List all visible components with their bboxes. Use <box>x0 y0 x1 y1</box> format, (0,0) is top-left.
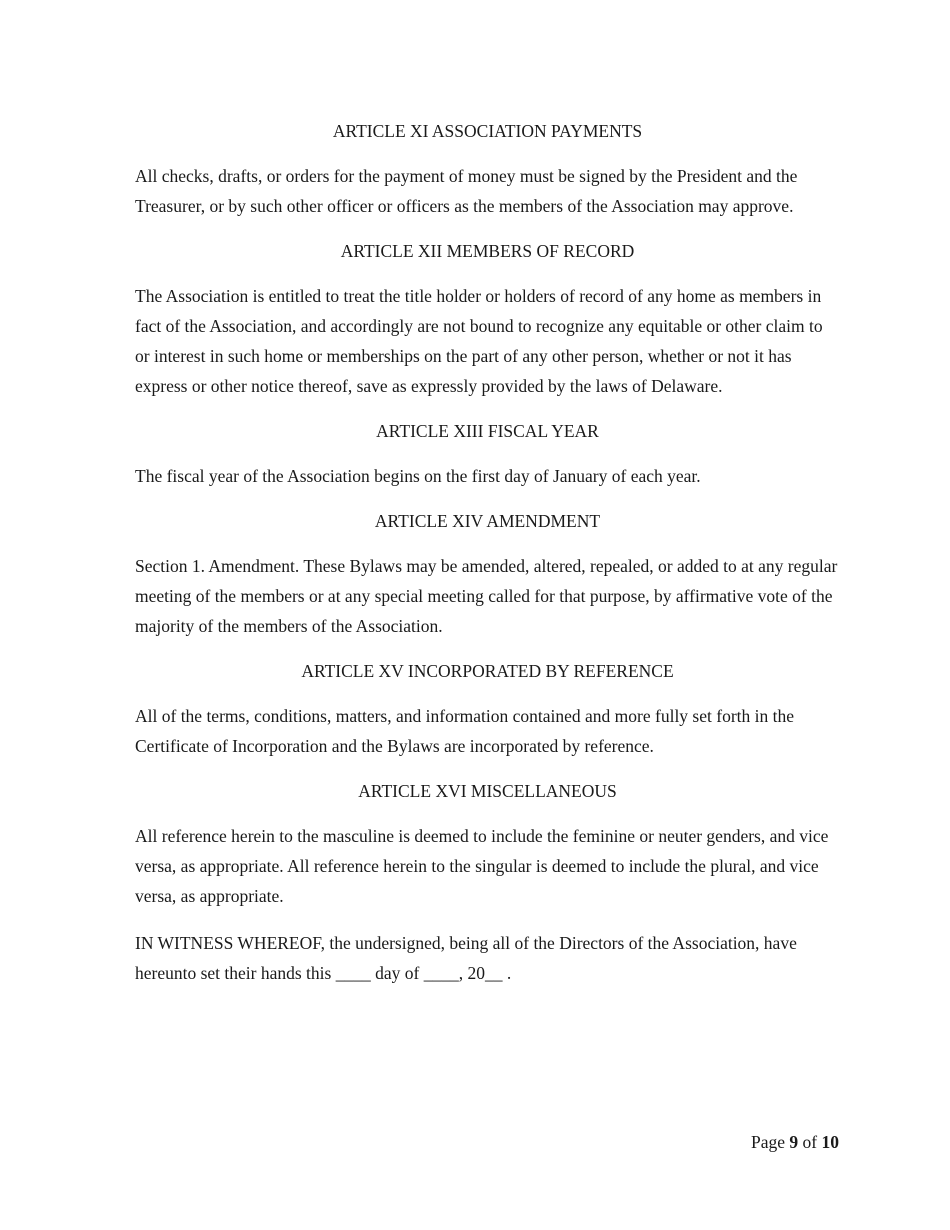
article-xv-body: All of the terms, conditions, matters, and information contained and more fully set forth in the Certificate of Incorporation and the Bylaws are incorporated by reference. <box>135 706 795 756</box>
article-xiii-heading: ARTICLE XIII FISCAL YEAR <box>376 421 599 441</box>
article-xiv-heading: ARTICLE XIV AMENDMENT <box>374 511 601 531</box>
document-page <box>135 118 840 988</box>
article-xii-body: The Association is entitled to treat the title holder or holders of record of any home as members in fact of the Association, and accordingly are not bound to recognize any equitable or other claim to or interest in such home or memberships on the part of any other person, whether or not it has express or other notice thereof, save as expressly provided by the laws of Delaware. <box>135 286 823 396</box>
current-page: 9 <box>789 1132 799 1152</box>
total-pages: 10 <box>821 1132 839 1152</box>
article-xi-body: All checks, drafts, or orders for the payment of money must be signed by the President and the Treasurer, or by such other officer or officers as the members of the Association may approve. <box>135 166 798 216</box>
article-xvi-heading: ARTICLE XVI MISCELLANEOUS <box>358 781 617 801</box>
article-xiii-body: The fiscal year of the Association begins on the first day of January of each year. <box>135 466 701 486</box>
witness-clause: IN WITNESS WHEREOF, the undersigned, being all of the Directors of the Association, have hereunto set their hands this ____ day of ____, 20__ . <box>135 933 797 983</box>
article-xii-heading: ARTICLE XII MEMBERS OF RECORD <box>340 241 635 261</box>
page-label: Page <box>751 1132 786 1152</box>
article-xv-heading: ARTICLE XV INCORPORATED BY REFERENCE <box>301 661 674 681</box>
of-label: of <box>802 1132 818 1152</box>
article-xi-heading: ARTICLE XI ASSOCIATION PAYMENTS <box>332 121 643 141</box>
page-number <box>751 1129 839 1155</box>
article-xvi-body: All reference herein to the masculine is deemed to include the feminine or neuter genders, and vice versa, as appropriate. All reference herein to the singular is deemed to include the plural, and vice versa, as appropriate. <box>135 826 829 906</box>
article-xiv-body: Section 1. Amendment. These Bylaws may be amended, altered, repealed, or added to at any regular meeting of the members or at any special meeting called for that purpose, by affirmative vote of the majority of the members of the Association. <box>135 556 838 636</box>
